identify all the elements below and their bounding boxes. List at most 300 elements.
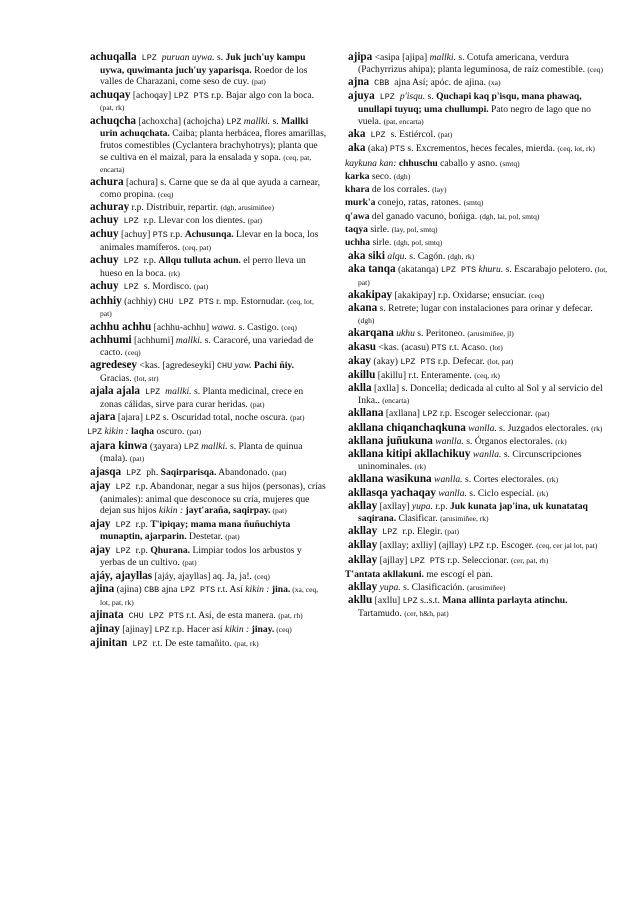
headword: ajinitan <box>90 637 128 650</box>
definition-text: s. Caracoré, una variedad de cacto. <box>100 335 314 358</box>
region-codes: LPZ <box>402 596 418 607</box>
definition-text: del ganado vacuno, bońiga. <box>369 210 480 222</box>
dictionary-entry <box>90 229 327 253</box>
definition-text: s. Escarabajo pelotero. <box>503 263 595 275</box>
source-refs: (xa) <box>488 78 501 87</box>
headword: ajina <box>90 582 115 595</box>
definition-text: (ʒayara) <box>147 440 184 452</box>
headword: achuy <box>90 228 119 241</box>
source-refs: (ceq) <box>587 64 603 74</box>
definition-text: Clasificar. <box>396 512 441 524</box>
definition-text: (akatanqa) <box>395 263 441 275</box>
dictionary-entry <box>348 264 610 288</box>
category-label: alqu. <box>385 250 407 262</box>
dictionary-entry <box>348 555 610 568</box>
headword: akllana <box>348 407 384 420</box>
source-refs: (ceq, lot, rk) <box>557 144 595 154</box>
dictionary-entry <box>90 624 327 637</box>
dictionary-entry <box>345 210 610 223</box>
headword: ajara <box>90 411 116 423</box>
headword: akllana chiqanchaqkuna <box>348 421 466 434</box>
region-codes: LPZ PTS <box>173 90 209 101</box>
dictionary-entry <box>348 143 610 156</box>
dictionary-entry <box>345 197 610 209</box>
definition-text: s. Retrete; lugar con instalaciones para orinar y defecar. <box>377 303 593 315</box>
dictionary-entry <box>90 335 327 358</box>
source-refs: (ceq, rk) <box>474 371 500 381</box>
definition-text: [axllay; axlliy] (ajllay) <box>377 540 469 552</box>
definition-text: s. Peritoneo. <box>414 328 468 340</box>
definition-text: r.p. Llevar con los dientes. <box>143 215 248 227</box>
source-refs: (ceq) <box>157 189 174 199</box>
headword: ajasqa <box>90 465 122 478</box>
dictionary-entry <box>348 129 610 142</box>
source-refs: (pat) <box>129 454 145 464</box>
definition-text: s. <box>216 52 226 63</box>
dictionary-entry <box>345 237 610 249</box>
definition-text: s. Cotufa americana, verdura (Pachyrrizus ahipa); planta leguminosa, de raíz comestible. <box>358 52 588 75</box>
dictionary-entry <box>90 441 327 465</box>
quechua-text: taqya <box>345 224 368 236</box>
definition-text: s. <box>425 91 437 103</box>
dictionary-entry <box>348 595 610 619</box>
headword: akay <box>348 354 372 367</box>
source-refs: (pat) <box>250 399 265 409</box>
headword: aka <box>348 128 366 140</box>
region-codes: LPZ <box>87 427 103 438</box>
headword: akllay <box>348 581 378 594</box>
dictionary-entry <box>90 412 327 425</box>
dictionary-entry <box>348 526 610 539</box>
definition-text: r.p. <box>432 500 450 512</box>
source-refs: (pat) <box>290 413 305 422</box>
definition-text: [akillu] r.t. Enteramente. <box>375 370 475 382</box>
source-refs: (xa, ceq, lot, pat, rk) <box>100 584 319 607</box>
source-refs: (ceq) <box>274 625 292 635</box>
dictionary-entry <box>348 436 610 448</box>
headword: achuqalla <box>90 51 137 63</box>
source-refs: (ceq, pat, encarta) <box>100 152 312 174</box>
definition-text: s. Órganos electorales. <box>463 436 556 448</box>
source-refs: (lot) <box>489 342 503 352</box>
category-label: wanlla. <box>470 449 502 461</box>
source-refs: (pat, rk) <box>100 103 125 113</box>
headword: achuqcha <box>90 114 137 127</box>
category-label: ukhu <box>393 328 415 340</box>
region-codes: LPZ <box>140 387 166 397</box>
definition-text: r.p. <box>143 255 159 267</box>
source-refs: (pat) <box>270 506 287 516</box>
quechua-text: Mana allinta parlayta atinchu. <box>442 595 568 607</box>
category-label: mallki. <box>429 52 456 63</box>
region-codes: LPZ PTS <box>400 356 436 367</box>
dictionary-entry <box>90 481 327 517</box>
category-label: yaw. <box>232 360 252 371</box>
dictionary-entry <box>348 540 610 553</box>
definition-text: r.p. Escoger seleccionar. <box>437 408 536 420</box>
source-refs: (arusimiñee) <box>467 583 506 593</box>
headword: aka <box>348 142 366 155</box>
quechua-text: Juk kunata jap'ina, uk kunatataq saqirana. <box>358 500 588 524</box>
definition-text: r.p. Abandonar, negar a sus hijos (personas), crías (animales): animal que desconoce su cría, mujeres que dejan sus hijos <box>100 480 326 517</box>
dictionary-entry <box>348 251 610 263</box>
region-codes: LPZ PTS <box>179 584 216 595</box>
source-refs: (pat, rh) <box>278 610 303 620</box>
dictionary-column-right <box>345 51 610 621</box>
definition-text: <kas. (acasu) <box>376 341 432 353</box>
source-refs: (lot, str) <box>134 373 159 383</box>
definition-text: [achoxcha] (achojcha) <box>136 115 227 127</box>
region-codes: LPZ PTS <box>440 264 477 275</box>
definition-text: r.t. Acaso. <box>446 341 490 353</box>
dictionary-entry <box>90 610 327 623</box>
category-label: mallki. <box>165 386 192 397</box>
region-codes: LPZ <box>118 216 144 227</box>
source-refs: (lay) <box>432 185 447 195</box>
source-refs: (cer, pat, rh) <box>511 555 549 565</box>
definition-text: Roedor de los valles de Charazani, come seso de cuy. <box>100 64 308 88</box>
headword: ajala ajala <box>90 385 141 397</box>
region-codes: LPZ <box>110 545 136 556</box>
source-refs: (pat) <box>182 558 197 568</box>
dictionary-entry <box>345 170 610 183</box>
definition-text: Limpiar todos los arbustos y yerbas de un cultivo. <box>100 544 302 569</box>
source-refs: (rk) <box>168 269 180 279</box>
dictionary-entry <box>345 224 610 236</box>
definition-text: s. Cortes electorales. <box>462 474 547 486</box>
definition-text: s. <box>272 115 282 127</box>
headword: achura <box>90 175 124 188</box>
region-codes: CHU LPZ PTS <box>158 296 214 307</box>
region-codes: LPZ <box>118 282 144 293</box>
definition-text: [achura] s. Carne que se da al que ayuda a carnear, como propina. <box>100 176 321 200</box>
definition-text: s. Cagón. <box>406 250 448 262</box>
headword: akillu <box>348 369 376 382</box>
source-refs: (pat) <box>438 130 453 139</box>
dictionary-entry <box>348 77 610 90</box>
category-label: khuru. <box>476 263 504 275</box>
category-label: kikin : <box>158 505 186 517</box>
dictionary-entry <box>90 638 327 651</box>
headword: achuy <box>90 214 119 227</box>
source-refs: (rk) <box>414 462 426 472</box>
region-codes: LPZ <box>374 92 400 103</box>
definition-text: r.p. Escoger. <box>483 540 537 552</box>
source-refs: (rk) <box>546 475 559 485</box>
source-refs: (pat) <box>272 467 287 477</box>
definition-text: ajna Así; apóc. de ajina. <box>394 77 489 88</box>
headword: achhiy <box>90 294 122 307</box>
source-refs: (rk) <box>536 488 549 498</box>
headword: agredesey <box>90 359 138 371</box>
definition-text: r.p. <box>135 544 151 556</box>
category-label: kaykuna kan: <box>345 157 397 169</box>
definition-text: [ajara] <box>115 412 146 423</box>
source-refs: (rk) <box>555 437 567 447</box>
source-refs: (dgh) <box>393 171 411 181</box>
dictionary-entry <box>348 91 610 127</box>
headword: achuqay <box>90 88 131 101</box>
headword: akllu <box>348 594 373 607</box>
quechua-text: laqha <box>131 426 155 438</box>
headword: akllasqa yachaqay <box>348 486 436 499</box>
definition-text: [achhumi] <box>131 335 176 346</box>
quechua-text: chhuschu <box>396 157 438 169</box>
headword: ajuya <box>348 90 375 103</box>
definition-text: s. Planta de quinua (mala). <box>100 440 303 465</box>
definition-text: r. mp. Estornudar. <box>213 295 288 307</box>
definition-text: s. Mordisco. <box>143 281 194 293</box>
dictionary-entry <box>90 322 327 334</box>
source-refs: (ceq, pat) <box>182 243 211 253</box>
source-refs: (encarta) <box>382 396 410 406</box>
source-refs: (lay, pol, smtq) <box>391 225 438 235</box>
source-refs: (ceq) <box>254 571 270 581</box>
source-refs: (dgh) <box>358 315 375 325</box>
dictionary-entry <box>348 408 610 421</box>
region-codes: LPZ <box>145 413 161 423</box>
dictionary-entry <box>348 501 610 524</box>
definition-text: Tartamudo. <box>358 608 405 620</box>
dictionary-entry <box>348 370 610 382</box>
source-refs: (cer, h&h, pat) <box>404 609 449 619</box>
source-refs: (smtq) <box>463 198 484 208</box>
dictionary-entry <box>90 202 327 214</box>
headword: akana <box>348 302 378 315</box>
definition-text: [achuy] <box>118 229 153 241</box>
region-codes: LPZ <box>226 116 242 127</box>
source-refs: (pat) <box>186 427 202 437</box>
dictionary-entry <box>87 426 327 439</box>
source-refs: (lot, pat) <box>487 356 514 366</box>
definition-text: r.t. Así, de esta manera. <box>183 609 279 621</box>
dictionary-entry <box>345 184 610 196</box>
source-refs: (pat) <box>225 532 240 542</box>
definition-text: sirle. <box>367 224 392 236</box>
quechua-text: Saqirparisqa. <box>160 466 217 478</box>
definition-text: s. Oscuridad total, noche oscura. <box>160 412 291 423</box>
source-refs: (pat) <box>251 77 266 87</box>
definition-text: sirle. <box>370 237 394 249</box>
dictionary-entry <box>348 328 610 340</box>
definition-text: conejo, ratas, ratones. <box>375 197 464 209</box>
headword: achuy <box>90 280 119 293</box>
dictionary-entry <box>348 290 610 302</box>
definition-text: r.p. <box>135 518 151 530</box>
definition-text: s. Clasificación. <box>400 582 468 594</box>
dictionary-entry <box>348 356 610 369</box>
region-codes: CHU LPZ PTS <box>123 610 184 621</box>
quechua-text: murk'a <box>345 197 376 209</box>
region-codes: LPZ <box>365 130 391 140</box>
dictionary-entry <box>90 281 327 294</box>
definition-text: r.p. Elegir. <box>402 525 445 537</box>
headword: ajay <box>90 517 111 530</box>
headword: akllana wasikuna <box>348 473 432 486</box>
region-codes: LPZ <box>183 441 199 452</box>
source-refs: (pat, encarta) <box>383 116 424 126</box>
quechua-text: T'antata akllakuni. <box>345 568 424 580</box>
dictionary-entry <box>90 177 327 200</box>
category-label: wanlla. <box>435 487 467 499</box>
source-refs: (pat) <box>193 282 209 292</box>
dictionary-entry <box>90 360 327 384</box>
headword: akllay <box>348 499 378 512</box>
region-codes: PTS <box>152 230 168 241</box>
definition-text: <kas. [agredeseyki] <box>137 360 218 371</box>
dictionary-entry <box>348 52 610 75</box>
category-label: kikin : <box>224 624 252 636</box>
category-label: kikin : <box>245 583 272 595</box>
dictionary-column-left <box>87 51 327 653</box>
quechua-text: Pachi ñiy. <box>251 360 295 371</box>
definition-text: [axllana] <box>383 408 423 420</box>
category-label: wawa. <box>211 321 237 333</box>
headword: akllay <box>348 553 378 566</box>
dictionary-entry <box>90 255 327 279</box>
dictionary-entry <box>90 52 327 88</box>
definition-text: oscuro. <box>154 426 187 438</box>
dictionary-entry <box>90 467 327 480</box>
dictionary-entry <box>348 582 610 594</box>
dictionary-entry <box>348 474 610 486</box>
definition-text: s. Juzgados electorales. <box>496 422 592 434</box>
definition-text: s. Estiércol. <box>390 129 438 140</box>
source-refs: (dgh, arusimiñee) <box>220 202 274 212</box>
headword: aka tanqa <box>348 262 396 275</box>
headword: ajáy, ajayllas <box>90 569 153 582</box>
definition-text: (akay) <box>371 355 401 367</box>
dictionary-entry <box>90 116 327 176</box>
region-codes: LPZ PTS <box>409 555 445 566</box>
headword: akllana juñukuna <box>348 435 433 448</box>
source-refs: (ceq) <box>125 347 141 357</box>
definition-text: Destetar. <box>186 531 226 543</box>
definition-text: s. Excrementos, heces fecales, mierda. <box>405 143 558 155</box>
definition-text: (aka) <box>365 143 390 155</box>
definition-text: [ajáy, ajayllas] aq. Ja, ja!. <box>152 570 255 582</box>
definition-text: [ajllay] <box>377 554 410 566</box>
headword: ajay <box>90 479 111 492</box>
region-codes: PTS <box>431 342 447 353</box>
source-refs: (ceq, lot, pat) <box>100 296 314 319</box>
source-refs: (arusimiñee, jl) <box>467 329 514 339</box>
category-label: kikin : <box>102 426 132 438</box>
definition-text: seco. <box>369 170 394 182</box>
headword: achhu achhu <box>90 320 152 333</box>
source-refs: (pat) <box>247 216 262 226</box>
dictionary-entry <box>348 449 610 472</box>
quechua-text: Achusunqa. <box>184 229 234 241</box>
quechua-text: q'awa <box>345 210 370 222</box>
definition-text: r.p. Bajar algo con la boca. <box>208 89 314 101</box>
source-refs: (smtq) <box>499 158 520 168</box>
dictionary-entry <box>90 386 327 410</box>
dictionary-entry <box>348 423 610 435</box>
headword: akllay <box>348 539 378 552</box>
definition-text: (ajina) <box>114 583 145 595</box>
region-codes: CBB <box>369 78 395 88</box>
dictionary-entry <box>348 383 610 406</box>
dictionary-entry <box>90 571 327 583</box>
dictionary-entry <box>90 584 327 608</box>
headword: aka siki <box>348 249 385 262</box>
quechua-text: T'ipiqay; mama mana ñuñuchiyta munaptin, ajarparin. <box>100 518 291 543</box>
region-codes: LPZ <box>127 639 153 650</box>
dictionary-entry <box>90 215 327 228</box>
definition-text: <asipa [ajipa] <box>372 52 430 63</box>
quechua-text: jina. <box>271 583 291 595</box>
quechua-text: jinay. <box>251 624 275 636</box>
dictionary-entry <box>90 519 327 543</box>
headword: akllay <box>348 524 378 537</box>
category-label: mallki. <box>175 335 203 346</box>
quechua-text: Quchapi kaq p'isqu, mana phawaq, unullapi tuyuq; uma chullumpi. <box>358 91 582 115</box>
source-refs: (ceq) <box>281 322 297 332</box>
headword: ajna <box>348 76 370 88</box>
dictionary-entry <box>348 342 610 355</box>
headword: ajinata <box>90 608 124 621</box>
dictionary-entry <box>348 488 610 500</box>
category-label: wanlla. <box>431 474 463 486</box>
region-codes: LPZ <box>468 541 484 552</box>
source-refs: (rk) <box>591 423 603 433</box>
definition-text: ajna <box>159 583 180 595</box>
source-refs: (pat, rk) <box>234 639 259 649</box>
headword: ajipa <box>348 51 373 63</box>
dictionary-entry <box>90 90 327 114</box>
definition-text: ph. <box>146 466 161 478</box>
headword: akllana kitipi akllachikuy <box>348 448 471 461</box>
definition-text: me escogí el pan. <box>423 568 493 580</box>
definition-text: s. Castigo. <box>236 321 282 333</box>
definition-text: r.p. Distribuir, repartir. <box>129 201 221 213</box>
definition-text: r.p. Hacer así <box>169 624 225 636</box>
category-label: wanlla. <box>465 422 497 434</box>
dictionary-entry <box>345 568 610 581</box>
definition-text: caballo y asno. <box>437 157 500 169</box>
definition-text: Llevar en la boca, los animales mamíferos. <box>100 229 319 254</box>
definition-text: el perro lleva un hueso en la boca. <box>100 255 306 280</box>
definition-text: r.t. Así <box>215 583 246 595</box>
region-codes: LPZ <box>110 519 136 530</box>
definition-text: (achhiy) <box>121 295 159 307</box>
quechua-text: khara <box>345 184 370 196</box>
definition-text: r.p. <box>167 229 185 241</box>
region-codes: PTS <box>389 144 405 155</box>
definition-text: de los corrales. <box>369 184 433 196</box>
headword: achuray <box>90 200 130 213</box>
definition-text: Pato negro de lago que no vuela. <box>358 104 591 127</box>
definition-text: [achhu-achhu] <box>151 321 212 333</box>
source-refs: (dgh, pol, smtq) <box>393 238 443 248</box>
definition-text: [axlla] s. Doncella; dedicada al culto al Sol y al servicio del Inka.. <box>358 383 603 407</box>
quechua-text: karka <box>345 170 370 182</box>
region-codes: LPZ <box>110 481 136 492</box>
definition-text: s..s.t. <box>417 595 443 607</box>
region-codes: CHU <box>217 361 233 371</box>
source-refs: (lot, pat) <box>358 264 608 287</box>
headword: ajinay <box>90 623 120 636</box>
region-codes: LPZ <box>118 256 144 267</box>
headword: akakipay <box>348 288 393 301</box>
source-refs: (dgh, rk) <box>447 251 475 261</box>
source-refs: (dgh, lai, pol, smtq) <box>479 211 540 221</box>
dictionary-entry <box>90 296 327 320</box>
definition-text: r.p. Defecar. <box>435 355 488 367</box>
category-label: wanlla. <box>432 436 464 448</box>
quechua-text: Mallki urin achuqchata. <box>100 115 309 140</box>
